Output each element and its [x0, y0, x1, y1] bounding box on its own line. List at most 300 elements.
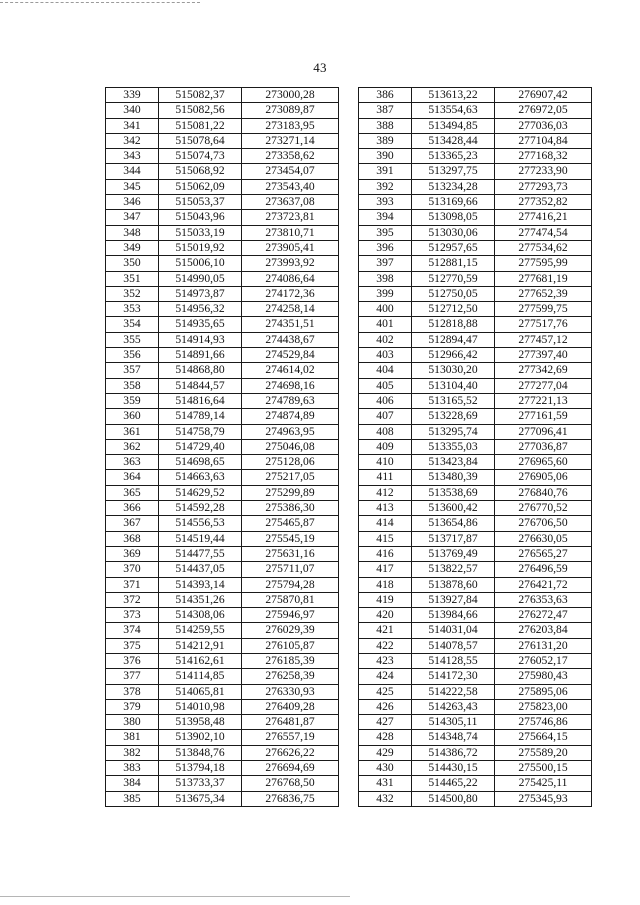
point-number-cell: 414	[359, 516, 412, 531]
x-coordinate-cell: 514519,44	[159, 531, 242, 546]
y-coordinate-cell: 277036,03	[495, 118, 592, 133]
point-number-cell: 375	[106, 638, 159, 653]
x-coordinate-cell: 515062,09	[159, 179, 242, 194]
point-number-cell: 374	[106, 623, 159, 638]
table-row	[359, 684, 592, 699]
x-coordinate-cell: 515082,37	[159, 88, 242, 103]
point-number-cell: 366	[106, 501, 159, 516]
x-coordinate-cell: 513030,20	[412, 363, 495, 378]
y-coordinate-cell: 273905,41	[242, 240, 339, 255]
point-number-cell: 386	[359, 88, 412, 103]
point-number-cell: 359	[106, 393, 159, 408]
point-number-cell: 407	[359, 409, 412, 424]
point-number-cell: 418	[359, 577, 412, 592]
point-number-cell: 350	[106, 256, 159, 271]
table-row	[106, 393, 339, 408]
y-coordinate-cell: 277652,39	[495, 286, 592, 301]
point-number-cell: 426	[359, 699, 412, 714]
table-row	[106, 409, 339, 424]
point-number-cell: 364	[106, 470, 159, 485]
point-number-cell: 412	[359, 485, 412, 500]
y-coordinate-cell: 276481,87	[242, 715, 339, 730]
table-row	[359, 562, 592, 577]
table-row	[359, 531, 592, 546]
y-coordinate-cell: 277036,87	[495, 439, 592, 454]
y-coordinate-cell: 277342,69	[495, 363, 592, 378]
x-coordinate-cell: 513878,60	[412, 577, 495, 592]
x-coordinate-cell: 514592,28	[159, 501, 242, 516]
table-row	[106, 776, 339, 791]
table-row	[106, 715, 339, 730]
y-coordinate-cell: 275823,00	[495, 699, 592, 714]
x-coordinate-cell: 513538,69	[412, 485, 495, 500]
x-coordinate-cell: 512894,47	[412, 332, 495, 347]
point-number-cell: 387	[359, 103, 412, 118]
point-number-cell: 363	[106, 455, 159, 470]
table-row	[106, 516, 339, 531]
table-row	[359, 699, 592, 714]
y-coordinate-cell: 276203,84	[495, 623, 592, 638]
table-row	[106, 638, 339, 653]
x-coordinate-cell: 513365,23	[412, 149, 495, 164]
table-row	[359, 791, 592, 806]
table-row	[359, 88, 592, 103]
y-coordinate-cell: 277104,84	[495, 133, 592, 148]
table-row	[106, 210, 339, 225]
point-number-cell: 429	[359, 745, 412, 760]
table-row	[359, 745, 592, 760]
x-coordinate-cell: 514031,04	[412, 623, 495, 638]
table-row	[106, 623, 339, 638]
point-number-cell: 394	[359, 210, 412, 225]
y-coordinate-cell: 277534,62	[495, 240, 592, 255]
x-coordinate-cell: 515082,56	[159, 103, 242, 118]
y-coordinate-cell: 277599,75	[495, 302, 592, 317]
point-number-cell: 384	[106, 776, 159, 791]
table-row	[359, 363, 592, 378]
y-coordinate-cell: 276272,47	[495, 608, 592, 623]
point-number-cell: 417	[359, 562, 412, 577]
point-number-cell: 379	[106, 699, 159, 714]
table-row	[359, 485, 592, 500]
table-row	[106, 348, 339, 363]
point-number-cell: 358	[106, 378, 159, 393]
table-row	[106, 103, 339, 118]
x-coordinate-cell: 515043,96	[159, 210, 242, 225]
y-coordinate-cell: 276840,76	[495, 485, 592, 500]
table-row	[359, 256, 592, 271]
coordinates-table-right	[358, 87, 592, 807]
table-row	[106, 684, 339, 699]
x-coordinate-cell: 513769,49	[412, 546, 495, 561]
y-coordinate-cell: 274529,84	[242, 348, 339, 363]
y-coordinate-cell: 275299,89	[242, 485, 339, 500]
x-coordinate-cell: 514973,87	[159, 286, 242, 301]
table-row	[359, 653, 592, 668]
table-row	[359, 271, 592, 286]
table-row	[359, 378, 592, 393]
y-coordinate-cell: 276557,19	[242, 730, 339, 745]
x-coordinate-cell: 513494,85	[412, 118, 495, 133]
table-row	[359, 118, 592, 133]
point-number-cell: 362	[106, 439, 159, 454]
y-coordinate-cell: 275046,08	[242, 439, 339, 454]
x-coordinate-cell: 514956,32	[159, 302, 242, 317]
point-number-cell: 377	[106, 669, 159, 684]
y-coordinate-cell: 275895,06	[495, 684, 592, 699]
table-row	[359, 623, 592, 638]
y-coordinate-cell: 276131,20	[495, 638, 592, 653]
x-coordinate-cell: 514351,26	[159, 592, 242, 607]
y-coordinate-cell: 277397,40	[495, 348, 592, 363]
table-row	[106, 195, 339, 210]
table-row	[359, 761, 592, 776]
y-coordinate-cell: 277352,82	[495, 195, 592, 210]
table-row	[106, 546, 339, 561]
y-coordinate-cell: 276965,60	[495, 455, 592, 470]
x-coordinate-cell: 512770,59	[412, 271, 495, 286]
point-number-cell: 381	[106, 730, 159, 745]
point-number-cell: 398	[359, 271, 412, 286]
y-coordinate-cell: 275465,87	[242, 516, 339, 531]
x-coordinate-cell: 513902,10	[159, 730, 242, 745]
x-coordinate-cell: 513169,66	[412, 195, 495, 210]
y-coordinate-cell: 274086,64	[242, 271, 339, 286]
x-coordinate-cell: 515068,92	[159, 164, 242, 179]
y-coordinate-cell: 276770,52	[495, 501, 592, 516]
point-number-cell: 420	[359, 608, 412, 623]
point-number-cell: 413	[359, 501, 412, 516]
table-row	[106, 470, 339, 485]
point-number-cell: 428	[359, 730, 412, 745]
table-row	[359, 393, 592, 408]
y-coordinate-cell: 277277,04	[495, 378, 592, 393]
table-row	[359, 470, 592, 485]
table-row	[106, 761, 339, 776]
point-number-cell: 342	[106, 133, 159, 148]
y-coordinate-cell: 273993,92	[242, 256, 339, 271]
table-row	[359, 577, 592, 592]
point-number-cell: 347	[106, 210, 159, 225]
point-number-cell: 385	[106, 791, 159, 806]
table-row	[106, 317, 339, 332]
point-number-cell: 395	[359, 225, 412, 240]
table-row	[359, 240, 592, 255]
x-coordinate-cell: 514758,79	[159, 424, 242, 439]
y-coordinate-cell: 275631,16	[242, 546, 339, 561]
y-coordinate-cell: 275794,28	[242, 577, 339, 592]
x-coordinate-cell: 514698,65	[159, 455, 242, 470]
y-coordinate-cell: 276565,27	[495, 546, 592, 561]
y-coordinate-cell: 275128,06	[242, 455, 339, 470]
point-number-cell: 378	[106, 684, 159, 699]
table-row	[359, 286, 592, 301]
y-coordinate-cell: 275746,86	[495, 715, 592, 730]
table-row	[359, 776, 592, 791]
x-coordinate-cell: 513822,57	[412, 562, 495, 577]
y-coordinate-cell: 277221,13	[495, 393, 592, 408]
point-number-cell: 406	[359, 393, 412, 408]
x-coordinate-cell: 514010,98	[159, 699, 242, 714]
x-coordinate-cell: 512881,15	[412, 256, 495, 271]
y-coordinate-cell: 274963,95	[242, 424, 339, 439]
table-row	[106, 577, 339, 592]
coordinates-table-left-body	[106, 88, 339, 807]
y-coordinate-cell: 273000,28	[242, 88, 339, 103]
y-coordinate-cell: 277096,41	[495, 424, 592, 439]
point-number-cell: 430	[359, 761, 412, 776]
point-number-cell: 348	[106, 225, 159, 240]
footer-rule	[0, 896, 350, 897]
x-coordinate-cell: 513030,06	[412, 225, 495, 240]
table-row	[106, 363, 339, 378]
table-row	[106, 149, 339, 164]
point-number-cell: 345	[106, 179, 159, 194]
x-coordinate-cell: 514172,30	[412, 669, 495, 684]
point-number-cell: 422	[359, 638, 412, 653]
y-coordinate-cell: 276496,59	[495, 562, 592, 577]
point-number-cell: 341	[106, 118, 159, 133]
x-coordinate-cell: 514386,72	[412, 745, 495, 760]
x-coordinate-cell: 514629,52	[159, 485, 242, 500]
point-number-cell: 369	[106, 546, 159, 561]
x-coordinate-cell: 514935,65	[159, 317, 242, 332]
y-coordinate-cell: 274351,51	[242, 317, 339, 332]
x-coordinate-cell: 514465,22	[412, 776, 495, 791]
point-number-cell: 421	[359, 623, 412, 638]
y-coordinate-cell: 274789,63	[242, 393, 339, 408]
y-coordinate-cell: 276972,05	[495, 103, 592, 118]
table-row	[106, 225, 339, 240]
x-coordinate-cell: 513355,03	[412, 439, 495, 454]
y-coordinate-cell: 277595,99	[495, 256, 592, 271]
table-row	[359, 195, 592, 210]
point-number-cell: 397	[359, 256, 412, 271]
x-coordinate-cell: 514305,11	[412, 715, 495, 730]
y-coordinate-cell: 277457,12	[495, 332, 592, 347]
y-coordinate-cell: 277416,21	[495, 210, 592, 225]
point-number-cell: 360	[106, 409, 159, 424]
table-row	[359, 225, 592, 240]
table-row	[106, 730, 339, 745]
x-coordinate-cell: 513717,87	[412, 531, 495, 546]
point-number-cell: 425	[359, 684, 412, 699]
x-coordinate-cell: 514212,91	[159, 638, 242, 653]
y-coordinate-cell: 275425,11	[495, 776, 592, 791]
x-coordinate-cell: 513428,44	[412, 133, 495, 148]
point-number-cell: 351	[106, 271, 159, 286]
y-coordinate-cell: 277168,32	[495, 149, 592, 164]
table-row	[359, 332, 592, 347]
x-coordinate-cell: 514816,64	[159, 393, 242, 408]
table-row	[106, 240, 339, 255]
y-coordinate-cell: 275664,15	[495, 730, 592, 745]
x-coordinate-cell: 514259,55	[159, 623, 242, 638]
x-coordinate-cell: 513295,74	[412, 424, 495, 439]
point-number-cell: 427	[359, 715, 412, 730]
x-coordinate-cell: 514078,57	[412, 638, 495, 653]
point-number-cell: 380	[106, 715, 159, 730]
x-coordinate-cell: 513098,05	[412, 210, 495, 225]
point-number-cell: 432	[359, 791, 412, 806]
point-number-cell: 404	[359, 363, 412, 378]
x-coordinate-cell: 512750,05	[412, 286, 495, 301]
x-coordinate-cell: 514222,58	[412, 684, 495, 699]
point-number-cell: 388	[359, 118, 412, 133]
y-coordinate-cell: 273723,81	[242, 210, 339, 225]
x-coordinate-cell: 515078,64	[159, 133, 242, 148]
point-number-cell: 403	[359, 348, 412, 363]
point-number-cell: 382	[106, 745, 159, 760]
y-coordinate-cell: 276905,06	[495, 470, 592, 485]
point-number-cell: 408	[359, 424, 412, 439]
point-number-cell: 340	[106, 103, 159, 118]
point-number-cell: 372	[106, 592, 159, 607]
table-row	[106, 179, 339, 194]
y-coordinate-cell: 275946,97	[242, 608, 339, 623]
table-row	[359, 546, 592, 561]
y-coordinate-cell: 275980,43	[495, 669, 592, 684]
page-number: 43	[313, 60, 327, 75]
table-row	[106, 378, 339, 393]
point-number-cell: 393	[359, 195, 412, 210]
table-row	[106, 302, 339, 317]
point-number-cell: 409	[359, 439, 412, 454]
point-number-cell: 367	[106, 516, 159, 531]
y-coordinate-cell: 273637,08	[242, 195, 339, 210]
x-coordinate-cell: 514128,55	[412, 653, 495, 668]
table-row	[359, 592, 592, 607]
table-row	[359, 608, 592, 623]
x-coordinate-cell: 514868,80	[159, 363, 242, 378]
x-coordinate-cell: 513165,52	[412, 393, 495, 408]
y-coordinate-cell: 276029,39	[242, 623, 339, 638]
table-row	[106, 531, 339, 546]
point-number-cell: 343	[106, 149, 159, 164]
y-coordinate-cell: 275500,15	[495, 761, 592, 776]
x-coordinate-cell: 513613,22	[412, 88, 495, 103]
point-number-cell: 424	[359, 669, 412, 684]
y-coordinate-cell: 276330,93	[242, 684, 339, 699]
y-coordinate-cell: 273543,40	[242, 179, 339, 194]
header-rule	[0, 2, 200, 3]
y-coordinate-cell: 274438,67	[242, 332, 339, 347]
point-number-cell: 339	[106, 88, 159, 103]
x-coordinate-cell: 513848,76	[159, 745, 242, 760]
y-coordinate-cell: 275217,05	[242, 470, 339, 485]
y-coordinate-cell: 277293,73	[495, 179, 592, 194]
point-number-cell: 361	[106, 424, 159, 439]
table-row	[359, 439, 592, 454]
point-number-cell: 402	[359, 332, 412, 347]
y-coordinate-cell: 274874,89	[242, 409, 339, 424]
point-number-cell: 410	[359, 455, 412, 470]
table-row	[359, 730, 592, 745]
point-number-cell: 354	[106, 317, 159, 332]
x-coordinate-cell: 514162,61	[159, 653, 242, 668]
x-coordinate-cell: 514114,85	[159, 669, 242, 684]
y-coordinate-cell: 276694,69	[242, 761, 339, 776]
x-coordinate-cell: 514437,05	[159, 562, 242, 577]
x-coordinate-cell: 513228,69	[412, 409, 495, 424]
point-number-cell: 399	[359, 286, 412, 301]
x-coordinate-cell: 514477,55	[159, 546, 242, 561]
table-row	[106, 485, 339, 500]
x-coordinate-cell: 515006,10	[159, 256, 242, 271]
y-coordinate-cell: 276105,87	[242, 638, 339, 653]
y-coordinate-cell: 273454,07	[242, 164, 339, 179]
point-number-cell: 431	[359, 776, 412, 791]
x-coordinate-cell: 512957,65	[412, 240, 495, 255]
point-number-cell: 357	[106, 363, 159, 378]
x-coordinate-cell: 512818,88	[412, 317, 495, 332]
point-number-cell: 344	[106, 164, 159, 179]
x-coordinate-cell: 514990,05	[159, 271, 242, 286]
y-coordinate-cell: 273358,62	[242, 149, 339, 164]
table-row	[106, 745, 339, 760]
x-coordinate-cell: 513234,28	[412, 179, 495, 194]
table-row	[106, 592, 339, 607]
table-row	[106, 271, 339, 286]
point-number-cell: 423	[359, 653, 412, 668]
x-coordinate-cell: 515074,73	[159, 149, 242, 164]
y-coordinate-cell: 276052,17	[495, 653, 592, 668]
table-row	[106, 332, 339, 347]
x-coordinate-cell: 515019,92	[159, 240, 242, 255]
table-row	[106, 256, 339, 271]
y-coordinate-cell: 277474,54	[495, 225, 592, 240]
table-row	[359, 348, 592, 363]
table-row	[359, 501, 592, 516]
point-number-cell: 419	[359, 592, 412, 607]
x-coordinate-cell: 514663,63	[159, 470, 242, 485]
table-row	[106, 455, 339, 470]
y-coordinate-cell: 276907,42	[495, 88, 592, 103]
x-coordinate-cell: 514789,14	[159, 409, 242, 424]
x-coordinate-cell: 514065,81	[159, 684, 242, 699]
y-coordinate-cell: 275870,81	[242, 592, 339, 607]
table-row	[106, 424, 339, 439]
x-coordinate-cell: 513733,37	[159, 776, 242, 791]
table-row	[359, 133, 592, 148]
x-coordinate-cell: 514729,40	[159, 439, 242, 454]
point-number-cell: 401	[359, 317, 412, 332]
x-coordinate-cell: 513554,63	[412, 103, 495, 118]
table-row	[106, 439, 339, 454]
table-row	[359, 409, 592, 424]
point-number-cell: 405	[359, 378, 412, 393]
table-row	[106, 791, 339, 806]
point-number-cell: 365	[106, 485, 159, 500]
point-number-cell: 389	[359, 133, 412, 148]
x-coordinate-cell: 514914,93	[159, 332, 242, 347]
y-coordinate-cell: 273183,95	[242, 118, 339, 133]
table-row	[359, 164, 592, 179]
y-coordinate-cell: 276185,39	[242, 653, 339, 668]
x-coordinate-cell: 513675,34	[159, 791, 242, 806]
table-row	[359, 424, 592, 439]
y-coordinate-cell: 274172,36	[242, 286, 339, 301]
table-row	[106, 164, 339, 179]
table-row	[106, 118, 339, 133]
point-number-cell: 383	[106, 761, 159, 776]
point-number-cell: 416	[359, 546, 412, 561]
y-coordinate-cell: 274698,16	[242, 378, 339, 393]
y-coordinate-cell: 275345,93	[495, 791, 592, 806]
x-coordinate-cell: 515081,22	[159, 118, 242, 133]
x-coordinate-cell: 513297,75	[412, 164, 495, 179]
x-coordinate-cell: 514500,80	[412, 791, 495, 806]
